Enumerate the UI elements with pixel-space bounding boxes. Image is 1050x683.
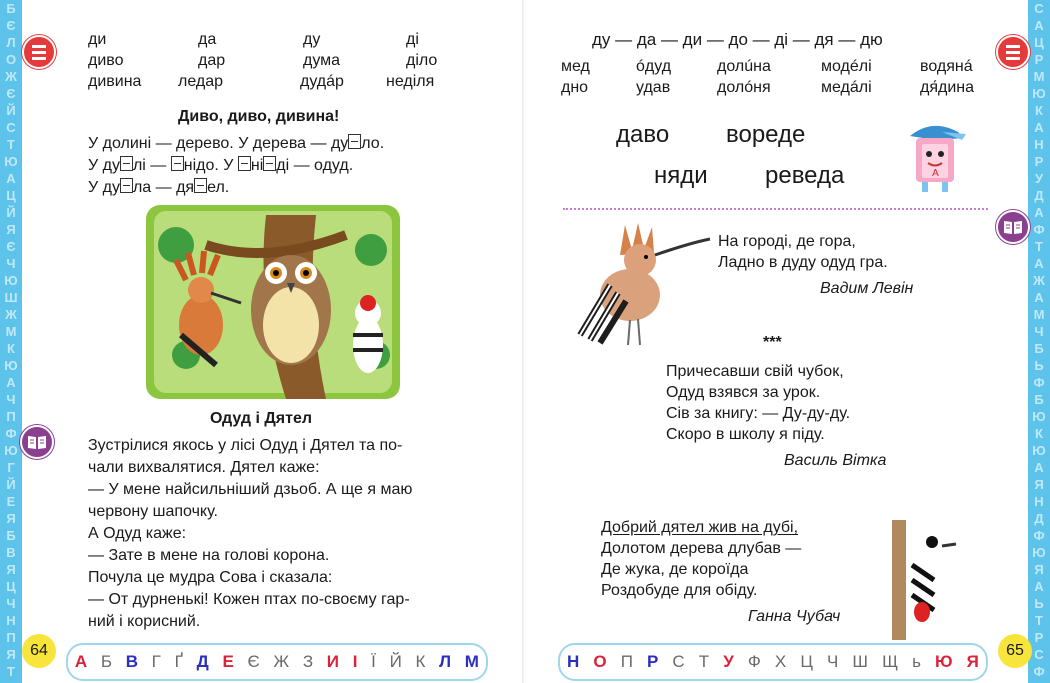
poem-line: Роздобуде для обіду.: [601, 582, 758, 599]
text-line: У долині — дерево. У дерева — ду ло.: [88, 135, 385, 152]
left-edge-letter-strip: Б Є Л О Ж Є Й С Т Ю А Ц Й Я Є Ч Ю Ш Ж М К Ю А Ч П Ф Ю Г Й Е Я Б В Я Ц Ч Н П Я Т: [0, 0, 22, 683]
alphabet-letter: У: [723, 652, 734, 671]
word: долúна: [717, 58, 771, 75]
right-edge-letter-strip: С А Ц Р М Ю К А Н Р У Д А Ф Т А Ж А М Ч Б Ь Ф Б Ю К Ю А Я Н Д Ф Ю Я А Ь Т Р С Ф: [1028, 0, 1050, 683]
alphabet-letter: Ч: [827, 652, 839, 671]
alphabet-strip-right: [558, 643, 988, 681]
syllable: ду: [303, 31, 321, 48]
poem-line: Де жука, де короїда: [601, 561, 749, 578]
syllable: ледар: [178, 73, 224, 90]
missing-letter-box[interactable]: [194, 178, 207, 193]
alphabet-letter: Ю: [935, 652, 953, 671]
story-line: Зустрілися якось у лісі Одуд і Дятел та по-: [88, 437, 403, 454]
forest-birds-illustration: [146, 205, 400, 399]
stars-separator: ***: [763, 334, 782, 351]
alphabet-letter: В: [125, 652, 138, 671]
word: медáлі: [821, 79, 872, 96]
story-line: — У мене найсильніший дзьоб. А ще я маю: [88, 481, 413, 498]
syllable: диво: [88, 52, 124, 69]
alphabet-letter: Р: [647, 652, 659, 671]
missing-letter-box[interactable]: [348, 134, 361, 149]
svg-text:А: А: [932, 168, 939, 179]
missing-letter-box[interactable]: [238, 156, 251, 171]
syllable: дивина: [88, 73, 142, 90]
alphabet-letter: Н: [567, 652, 580, 671]
word: модéлі: [821, 58, 872, 75]
poem-line: Добрий дятел жив на дубі,: [601, 519, 799, 536]
alphabet-letter: Ш: [852, 652, 869, 671]
alphabet-letter: Щ: [882, 652, 899, 671]
word: дя́дина: [920, 79, 975, 96]
pseudo-word: даво: [616, 121, 670, 148]
story-line: — От дурненькі! Кожен птах по-своєму гар-: [88, 591, 410, 608]
alphabet-letter: Ї: [371, 652, 376, 671]
alphabet-letter: І: [352, 652, 358, 671]
pseudo-word: няди: [654, 162, 708, 189]
alphabet-strip-left: [66, 643, 488, 681]
syllable-icon: [22, 35, 56, 69]
story-text: [88, 435, 498, 633]
reading-book-icon: [20, 425, 54, 459]
poem-line: На городі, де гора,: [718, 233, 856, 250]
word: мед: [561, 58, 590, 75]
poem-line: Сів за книгу: — Ду-ду-ду.: [666, 405, 851, 422]
alphabet-letter: И: [326, 652, 340, 671]
word: удав: [636, 79, 671, 96]
right-page: [526, 0, 1050, 683]
alphabet-letter: Д: [196, 652, 209, 671]
alphabet-letter: Х: [774, 652, 787, 671]
syllable: ди: [88, 31, 107, 48]
fill-in-text: [88, 133, 384, 199]
section-divider: [563, 208, 988, 210]
missing-letter-box[interactable]: [263, 156, 276, 171]
word: дно: [561, 79, 589, 96]
story-line: Почула це мудра Сова і сказала:: [88, 569, 333, 586]
alphabet-letter: Б: [100, 652, 112, 671]
alphabet-letter: Г: [151, 652, 161, 671]
story-line: А Одуд каже:: [88, 525, 187, 542]
heading-story: Одуд і Дятел: [210, 410, 313, 427]
poem-1: [718, 231, 888, 273]
alphabet-letter: Й: [389, 652, 402, 671]
syllable: да: [198, 31, 217, 48]
syllable: дума: [303, 52, 341, 69]
poem-line: Ладно в дуду одуд гра.: [718, 254, 888, 271]
alphabet-letter: С: [672, 652, 685, 671]
missing-letter-box[interactable]: [120, 156, 133, 171]
alphabet-letter: ь: [912, 652, 921, 671]
syllable: неділя: [386, 73, 435, 90]
page-number-badge: 64: [22, 634, 56, 668]
left-page: [0, 0, 524, 683]
poem-line: Причесавши свій чубок,: [666, 363, 844, 380]
missing-letter-box[interactable]: [171, 156, 184, 171]
alphabet-letter: О: [593, 652, 607, 671]
alphabet-letter: З: [302, 652, 314, 671]
alphabet-letter: Ж: [273, 652, 290, 671]
story-line: чали вихвалятися. Дятел каже:: [88, 459, 320, 476]
poem-1-author: Вадим Левін: [820, 280, 914, 297]
text-line: У ду лі — нідо. У ні ді — одуд.: [88, 157, 354, 174]
syllable: ді: [406, 31, 419, 48]
poem-line: Одуд взявся за урок.: [666, 384, 821, 401]
text-line: У ду ла — дя ел.: [88, 179, 230, 196]
heading-divo: Диво, диво, дивина!: [178, 108, 340, 125]
alphabet-letter: Л: [439, 652, 452, 671]
syllable-chain: ду — да — ди — до — ді — дя — дю: [592, 30, 883, 49]
alphabet-letter: Є: [247, 652, 260, 671]
syllable: дудáр: [300, 73, 344, 90]
story-line: — Зате в мене на голові корона.: [88, 547, 330, 564]
pseudo-word: вореде: [726, 121, 806, 148]
syllable-icon: [996, 35, 1030, 69]
poem-3: [601, 517, 801, 601]
alphabet-letter: Т: [698, 652, 710, 671]
poem-3-author: Ганна Чубач: [748, 608, 841, 625]
syllable: діло: [406, 52, 438, 69]
alphabet-letter: М: [464, 652, 479, 671]
story-line: ний і корисний.: [88, 613, 201, 630]
syllable: дар: [198, 52, 226, 69]
word: водянá: [920, 58, 973, 75]
missing-letter-box[interactable]: [120, 178, 133, 193]
poem-line: Скоро в школу я піду.: [666, 426, 825, 443]
hoopoe-bird-illustration: [560, 215, 720, 355]
poem-2-author: Василь Вітка: [784, 452, 887, 469]
alphabet-letter: Я: [966, 652, 979, 671]
page-number-badge: 65: [998, 634, 1032, 668]
story-line: червону шапочку.: [88, 503, 218, 520]
alphabet-letter: Е: [222, 652, 234, 671]
poem-2: [666, 361, 850, 445]
alphabet-letter: К: [415, 652, 426, 671]
alphabet-letter: А: [74, 652, 88, 671]
alphabet-letter: Ґ: [174, 652, 183, 671]
alphabet-letter: П: [620, 652, 633, 671]
alphabet-letter: Ц: [800, 652, 813, 671]
book-mascot-icon: [902, 118, 968, 198]
alphabet-letter: Ф: [747, 652, 761, 671]
pseudo-word: реведа: [765, 162, 845, 189]
reading-book-icon: [996, 210, 1030, 244]
word: óдуд: [636, 58, 672, 75]
word: долóня: [717, 79, 771, 96]
woodpecker-bird-illustration: [886, 520, 966, 640]
poem-line: Долотом дерева длубав —: [601, 540, 802, 557]
